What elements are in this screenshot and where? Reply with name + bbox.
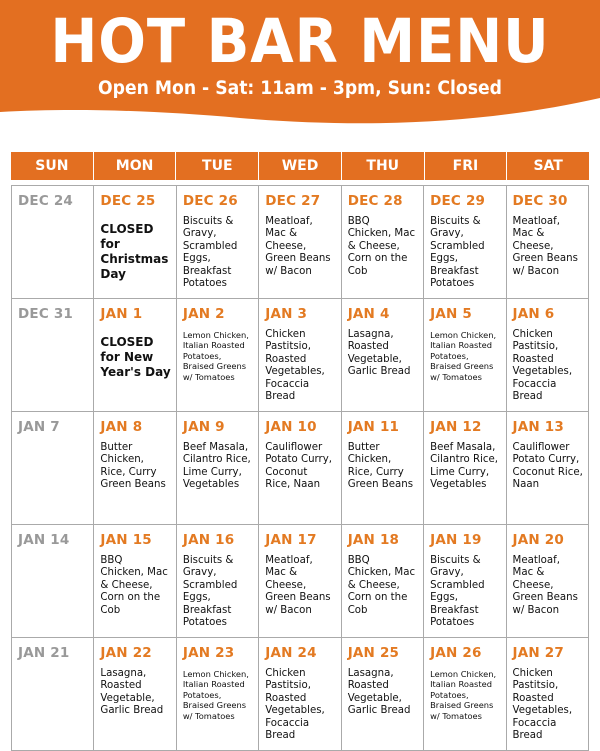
meal-description: Biscuits & Gravy, Scrambled Eggs, Breakfast Potatoes [430,555,485,629]
day-date: JAN 4 [347,306,390,322]
day-cell [506,412,588,524]
day-date: JAN 9 [182,419,225,435]
weekday-header-row [11,152,589,180]
meal-description: BBQ Chicken, Mac & Cheese, Corn on the Cob [347,555,416,616]
day-cell [93,525,175,637]
meal-description: Beef Masala, Cilantro Rice, Lime Curry, Vegetables [182,442,251,491]
day-cell [176,525,258,637]
meal-description: Butter Chicken, Rice, Curry Green Beans [100,442,166,491]
weekday-fri: FRI [424,152,507,180]
day-cell [506,638,588,750]
meal-description: Meatloaf, Mac & Cheese, Green Beans w/ Bacon [512,216,578,277]
day-cell [176,186,258,298]
day-cell [506,186,588,298]
day-cell [506,525,588,637]
weekday-wed: WED [258,152,341,180]
meal-description: Cauliflower Potato Curry, Coconut Rice, Naan [512,442,583,491]
day-cell [423,412,505,524]
day-date: JAN 2 [182,306,225,322]
day-date: JAN 16 [182,532,235,548]
day-cell [423,638,505,750]
day-cell [176,412,258,524]
meal-description: Lasagna, Roasted Vegetable, Garlic Bread [347,329,411,378]
day-date: DEC 28 [347,193,403,209]
day-cell [341,525,423,637]
day-cell [423,299,505,411]
day-cell [176,638,258,750]
weekday-tue: TUE [175,152,258,180]
meal-description: Chicken Pastitsio, Roasted Vegetables, Focaccia Bread [265,668,325,742]
meal-description: Lemon Chicken, Italian Roasted Potatoes, Braised Greens w/ Tomatoes [430,330,497,382]
meal-description: Beef Masala, Cilantro Rice, Lime Curry, Vegetables [430,442,499,491]
meal-description: Lemon Chicken, Italian Roasted Potatoes, Braised Greens w/ Tomatoes [182,669,249,721]
day-date: JAN 10 [265,419,317,435]
day-date: JAN 3 [265,306,308,322]
meal-description: Lemon Chicken, Italian Roasted Potatoes, Braised Greens w/ Tomatoes [430,669,497,721]
day-cell [341,638,423,750]
meal-description: Cauliflower Potato Curry, Coconut Rice, Naan [265,442,333,491]
meal-description: BBQ Chicken, Mac & Cheese, Corn on the Cob [100,555,168,616]
day-date: JAN 12 [430,419,482,435]
day-cell [341,412,423,524]
day-cell [12,525,93,637]
meal-description: BBQ Chicken, Mac & Cheese, Corn on the Cob [347,216,416,277]
meal-description: Lasagna, Roasted Vegetable, Garlic Bread [347,668,411,717]
day-date: JAN 15 [100,532,152,548]
day-date: JAN 17 [265,532,317,548]
week-row [12,298,588,411]
weekday-mon: MON [93,152,176,180]
calendar-grid [11,185,589,751]
page-title: HOT BAR MENU [50,6,550,77]
day-date: JAN 26 [430,645,482,661]
day-cell [12,186,93,298]
day-cell [423,186,505,298]
day-date: JAN 8 [100,419,143,435]
day-cell [12,638,93,750]
day-cell [12,412,93,524]
day-date: JAN 18 [347,532,400,548]
day-cell [93,299,175,411]
day-date: JAN 11 [347,419,400,435]
day-date: DEC 31 [18,306,74,322]
day-date: JAN 27 [512,645,564,661]
meal-description: Biscuits & Gravy, Scrambled Eggs, Breakfast Potatoes [430,216,485,290]
day-date: DEC 27 [265,193,321,209]
meal-description: Meatloaf, Mac & Cheese, Green Beans w/ Bacon [512,555,578,616]
day-cell [258,412,340,524]
closed-notice: CLOSED for New Year's Day [100,335,171,379]
meal-description: Chicken Pastitsio, Roasted Vegetables, Focaccia Bread [265,329,325,403]
day-cell [258,186,340,298]
day-cell [258,638,340,750]
menu-calendar [11,152,589,751]
meal-description: Lemon Chicken, Italian Roasted Potatoes, Braised Greens w/ Tomatoes [182,330,249,382]
day-date: JAN 14 [18,532,70,548]
day-cell [93,186,175,298]
day-date: DEC 29 [430,193,486,209]
day-date: JAN 1 [100,306,143,322]
week-row [12,411,588,524]
closed-notice: CLOSED for Christmas Day [100,222,169,281]
header-banner [0,0,600,150]
day-date: JAN 6 [512,306,555,322]
meal-description: Lasagna, Roasted Vegetable, Garlic Bread [100,668,164,717]
day-date: DEC 24 [18,193,74,209]
meal-description: Chicken Pastitsio, Roasted Vegetables, Focaccia Bread [512,668,573,742]
day-cell [93,638,175,750]
day-cell [258,299,340,411]
meal-description: Meatloaf, Mac & Cheese, Green Beans w/ Bacon [265,216,331,277]
weekday-thu: THU [341,152,424,180]
day-cell [93,412,175,524]
day-date: JAN 7 [18,419,60,435]
day-date: DEC 25 [100,193,156,209]
day-cell [176,299,258,411]
day-date: JAN 19 [430,532,482,548]
day-date: JAN 23 [182,645,235,661]
week-row [12,637,588,750]
week-row [12,524,588,637]
day-cell [12,299,93,411]
meal-description: Biscuits & Gravy, Scrambled Eggs, Breakfast Potatoes [182,555,238,629]
day-date: DEC 30 [512,193,568,209]
week-row [12,186,588,298]
day-cell [341,299,423,411]
day-date: JAN 5 [430,306,472,322]
day-date: DEC 26 [182,193,238,209]
opening-hours: Open Mon - Sat: 11am - 3pm, Sun: Closed [98,78,502,99]
day-cell [341,186,423,298]
meal-description: Meatloaf, Mac & Cheese, Green Beans w/ Bacon [265,555,331,616]
day-cell [258,525,340,637]
day-cell [423,525,505,637]
meal-description: Butter Chicken, Rice, Curry Green Beans [347,442,414,491]
day-cell [506,299,588,411]
day-date: JAN 24 [265,645,317,661]
day-date: JAN 22 [100,645,152,661]
meal-description: Chicken Pastitsio, Roasted Vegetables, Focaccia Bread [512,329,573,403]
weekday-sun: SUN [35,158,69,174]
day-date: JAN 21 [18,645,70,661]
meal-description: Biscuits & Gravy, Scrambled Eggs, Breakfast Potatoes [182,216,238,290]
day-date: JAN 13 [512,419,564,435]
day-date: JAN 20 [512,532,564,548]
weekday-sat: SAT [506,152,589,180]
day-date: JAN 25 [347,645,400,661]
